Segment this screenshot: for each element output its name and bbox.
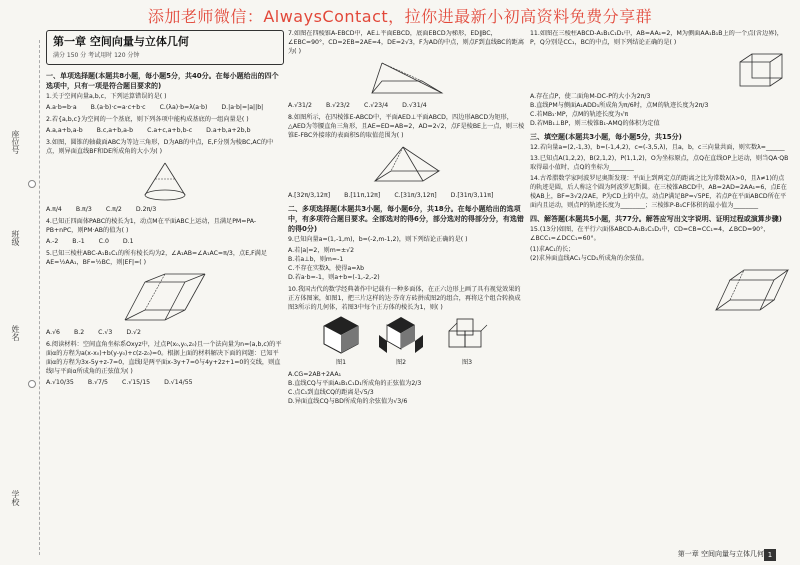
option: D.若MB₁⊥BP，则三棱锥B₁-AMQ的体积为定值 bbox=[530, 119, 660, 127]
column-right bbox=[530, 30, 790, 530]
question-12: 12.若向量a=(2,-1,3)，b=(-1,4,2)，c=(-3,5,λ)，且a，b，c三向量共面，则实数λ=______ bbox=[530, 144, 785, 152]
combined-tile-figure bbox=[375, 315, 427, 355]
page-number: 1 bbox=[764, 549, 776, 561]
chapter-meta: 满分 150 分 考试用时 120 分钟 bbox=[53, 51, 140, 59]
cube-figure bbox=[530, 50, 790, 90]
option: B.2 bbox=[73, 328, 85, 336]
option: D.a+b,a+2b,b bbox=[206, 126, 251, 134]
binding-hole-icon bbox=[28, 180, 36, 188]
section-heading: 四、解答题(本题共5小题，共77分。解答应写出文字说明、证明过程或演算步骤) bbox=[530, 214, 783, 223]
question-5: 5.已知三棱柱ABC-A₁B₁C₁的所有棱长均为2，∠A₁AB=∠A₁AC=π/3，点E,F满足AE=½AA₁，BF=½BC，则|EF|=( ) bbox=[46, 249, 268, 266]
cube-figures bbox=[288, 315, 526, 368]
question-3: 3.如图，圆锥的轴截面ABC为等边三角形，D为AB的中点，E,F分别为棱BC,AC的中点，则异面直线BF和DE所成角的大小为( ) bbox=[46, 138, 274, 155]
option: D.|a·b|=|a||b| bbox=[221, 103, 264, 111]
option: A.√6 bbox=[46, 328, 60, 336]
figure-caption: 图2 bbox=[395, 359, 407, 367]
option: B.若a⊥b，则m=-1 bbox=[288, 256, 344, 264]
chapter-header bbox=[46, 30, 284, 65]
option: D.√2 bbox=[126, 328, 141, 336]
page-footer: 第一章 空间向量与立体几何 bbox=[677, 550, 764, 558]
option: B.c,a+b,a-b bbox=[96, 126, 134, 134]
spine-label-class: 班级 bbox=[11, 230, 20, 246]
option: C.√23/4 bbox=[364, 101, 389, 109]
parallelepiped-figure bbox=[530, 266, 790, 316]
question-13: 13.已知点A(1,2,2)，B(2,1,2)，P(1,1,2)，O为坐标原点，点Q在直线OP上运动，则当QA·QB取得最小值时，点Q的坐标为________ bbox=[530, 155, 789, 172]
option: B.[11π,12π] bbox=[344, 191, 381, 199]
section-heading: 一、单项选择题(本题共8小题，每小题5分，共40分。在每小题给出的四个选项中，只有一项是符合题目要求的) bbox=[46, 71, 279, 90]
option: D.1 bbox=[122, 237, 134, 245]
cone-figure bbox=[46, 159, 284, 203]
section-heading: 三、填空题(本题共3小题，每小题5分，共15分) bbox=[530, 132, 682, 141]
sub-question: (1)求AC₁的长； bbox=[530, 246, 575, 254]
option: C.不存在实数λ，使得a=λb bbox=[288, 265, 365, 273]
option: B.-1 bbox=[72, 237, 85, 245]
option: D.若a·b=-1，则a+b=(-1,-2,-2) bbox=[288, 274, 380, 282]
option: D.异面直线CQ与BD所成角的余弦值为√3/6 bbox=[288, 398, 408, 406]
option: B.π/3 bbox=[75, 205, 92, 213]
option: A.a,a+b,a-b bbox=[46, 126, 83, 134]
column-left bbox=[46, 30, 284, 530]
option: D.[31π/3,11π] bbox=[450, 191, 494, 199]
figure-caption: 图1 bbox=[335, 359, 347, 367]
question-1: 1.关于空间向量a,b,c，下列运算错误的是( ) bbox=[46, 92, 167, 100]
option: A.[32π/3,12π] bbox=[288, 191, 331, 199]
option: C.点C₁到直线CQ的距离是√5/3 bbox=[288, 389, 374, 397]
pyramid-figure bbox=[288, 59, 526, 99]
option: C.[31π/3,12π] bbox=[394, 191, 437, 199]
sub-question: (2)求异面直线AC₁与CD₁所成角的余弦值。 bbox=[530, 255, 648, 263]
section-heading: 二、多项选择题(本题共3小题，每小题6分，共18分。在每小题给出的选项中，有多项符合题目要求。全部选对的得6分，部分选对的得部分分，有选错的得0分) bbox=[288, 204, 524, 234]
option: A.√10/35 bbox=[46, 378, 74, 386]
option: A.-2 bbox=[46, 237, 59, 245]
option: C.√15/15 bbox=[122, 378, 151, 386]
figure-caption: 图3 bbox=[461, 359, 473, 367]
option: D.√31/4 bbox=[402, 101, 427, 109]
option: A.π/4 bbox=[46, 205, 62, 213]
binding-spine bbox=[0, 40, 40, 555]
spine-label-school: 学校 bbox=[11, 490, 20, 506]
pyramid-figure-2 bbox=[288, 143, 526, 189]
option: B.√23/2 bbox=[325, 101, 350, 109]
option: C.(λa)·b=λ(a·b) bbox=[159, 103, 208, 111]
question-11: 11.如图在三棱柱ABCD-A₁B₁C₁D₁中，AB=AA₁=2，M为侧面AA₁B₁B上的一个点(含边界)，P，Q分别是CC₁，BC的中点，则下列结论正确的是( ) bbox=[530, 30, 783, 46]
option: D.√14/55 bbox=[164, 378, 193, 386]
option: C.0 bbox=[98, 237, 109, 245]
question-2: 2.若{a,b,c}为空间的一个基底，则下列各项中能构成基底的一组向量是( ) bbox=[46, 115, 249, 123]
option: C.若MB₁·MP，点M的轨迹长度为√π bbox=[530, 110, 629, 118]
question-10: 10.我国古代的数学经典著作中记载有一种多面体，在正六边形上画了具有视觉效果的正方体图案，如图1，把三片这样的达·芬奇方砖拼成图2的组合，再将这个组合转换成图3所示的几何体，若图3中每个正方体的棱长为1，则( ) bbox=[288, 286, 521, 312]
option: A.√31/2 bbox=[288, 101, 312, 109]
option: A.存在点P，使二面角M-DC-P的大小为2π/3 bbox=[530, 92, 651, 100]
option: A.若|a|=2，则m=±√2 bbox=[288, 247, 355, 255]
option: B.直线PM与侧面A₁ADD₁所成角为π/6时，点M的轨迹长度为2π/3 bbox=[530, 101, 709, 109]
spine-label-name: 姓名 bbox=[11, 325, 20, 341]
question-14: 14.古希腊数学家阿波罗尼奥斯发现：平面上到两定点的距离之比为常数λ(λ>0，且λ≠1)的点的轨迹是圆，后人称这个圆为阿波罗尼斯圆。在三棱锥ABCD中，AB=2AD=2AA₁=6，点E在棱AB上，BF=3√2/2AE，P为CD上的中点，动点P满足BP=√5PE，若点P在平面ABCD所在平面内且运动，则点P的轨迹长度为________；三棱锥P-B₁CF体积的最小值为________ bbox=[530, 175, 787, 209]
question-6: 6.阅读材料：空间直角坐标系Oxyz中，过点P(x₀,y₀,z₀)且一个法向量为n=(a,b,c)的平面α的方程为a(x-x₀)+b(y-y₀)+c(z-z₀)=0。根据上面的材料解决下面的问题：已知平面α的方程为3x-5y+z-7=0，直线l是两平面x-3y+7=0与4y+2z+1=0的交线，则直线l与平面α所成角的正弦值为( ) bbox=[46, 340, 282, 375]
question-4: 4.已知正四面体PABC的棱长为1，动点M在平面ABC上运动，且满足PM=PA-PB+nPC，则PM·AB的值为( ) bbox=[46, 217, 257, 234]
option: C.a+c,a+b,b-c bbox=[147, 126, 193, 134]
option: D.2π/3 bbox=[135, 205, 157, 213]
option: B.(a·b)·c=a·c+b·c bbox=[90, 103, 146, 111]
question-7: 7.如图在四棱锥A-EBCD中，AE⊥平面EBCD，底面EBCD为梯形，ED∥BC，∠EBC=90°，CD=2EB=2AE=4，DE=2√3，F为AD的中点，则点F到直线BC的距离为( ) bbox=[288, 30, 525, 55]
option: A.a·b=b·a bbox=[46, 103, 77, 111]
option: C.√3 bbox=[98, 328, 113, 336]
binding-hole-icon bbox=[28, 380, 36, 388]
chapter-title: 第一章 空间向量与立体几何 bbox=[53, 35, 189, 48]
option: C.π/2 bbox=[105, 205, 122, 213]
question-9: 9.已知向量a=(1,-1,m)，b=(-2,m-1,2)，则下列结论正确的是( ) bbox=[288, 236, 468, 244]
question-15: 15.(13分)如图，在平行六面体ABCD-A₁B₁C₁D₁中，CD=CB=CC₁=4，∠BCD=90°，∠BCC₁=∠DCC₁=60°。 bbox=[530, 226, 770, 243]
option: A.CG=2AB+2AA₁ bbox=[288, 371, 342, 379]
column-middle bbox=[288, 30, 526, 530]
spine-label-seat: 座位号 bbox=[11, 130, 20, 154]
option: B.√7/5 bbox=[87, 378, 108, 386]
hexagon-tile-figure bbox=[321, 315, 361, 355]
watermark-text: 添加老师微信：AlwaysContact，拉你进最新小初高资料免费分享群 bbox=[147, 7, 653, 26]
prism-figure bbox=[46, 270, 284, 326]
cube-solid-figure bbox=[441, 315, 493, 355]
question-8: 8.如图所示，在四棱锥E-ABCD中，平面AED⊥平面ABCD，四边形ABCD为矩形，△AED为等腰直角三角形，且AE=ED=AB=2，AD=2√2，点F是棱BE上一点，则三棱锥E-FBC外接球的表面积S的取值范围为( ) bbox=[288, 113, 525, 139]
option: B.直线CQ与平面A₁B₁C₁D₁所成角的正弦值为2/3 bbox=[288, 380, 422, 388]
